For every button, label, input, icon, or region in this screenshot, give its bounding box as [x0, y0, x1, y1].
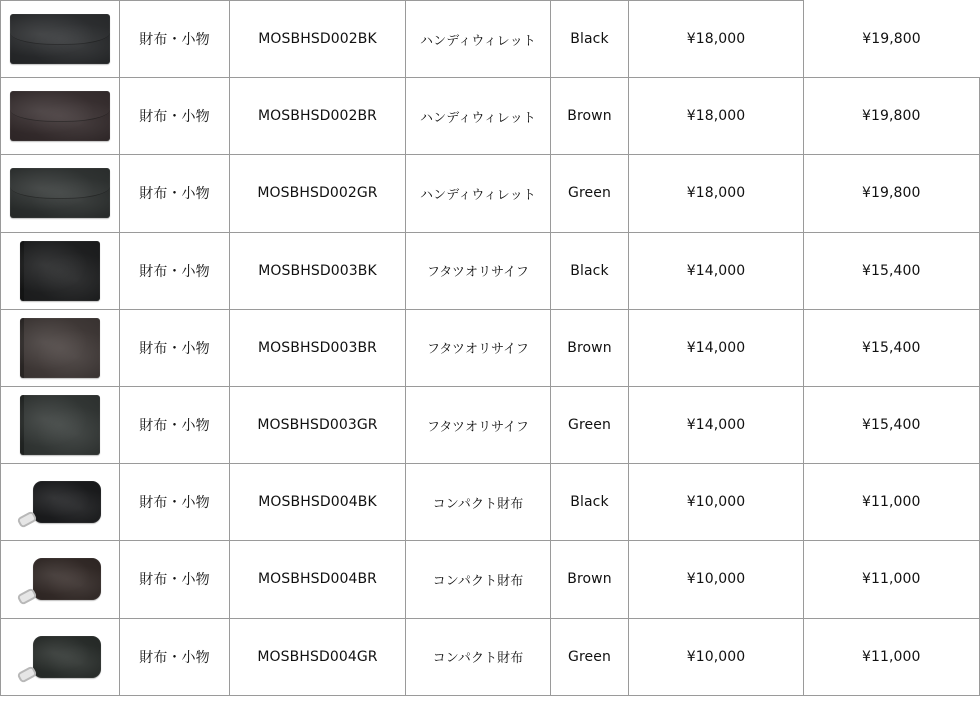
product-name-cell: コンパクト財布 [406, 618, 551, 695]
price-with-tax-cell: ¥19,800 [804, 155, 980, 232]
bifold-wallet-image [20, 318, 100, 378]
price-with-tax-cell: ¥15,400 [804, 309, 980, 386]
product-code-cell: MOSBHSD002BR [230, 78, 406, 155]
color-cell: Black [551, 232, 629, 309]
table-row [1, 464, 980, 541]
product-image-cell [1, 309, 120, 386]
product-name-cell: コンパクト財布 [406, 464, 551, 541]
price-cell: ¥18,000 [629, 78, 804, 155]
color-cell: Green [551, 386, 629, 463]
price-cell: ¥14,000 [629, 232, 804, 309]
product-image-cell [1, 541, 120, 618]
color-cell: Brown [551, 541, 629, 618]
product-code-cell: MOSBHSD004GR [230, 618, 406, 695]
table-row [1, 309, 980, 386]
price-cell: ¥18,000 [629, 155, 804, 232]
price-with-tax-cell: ¥19,800 [804, 78, 980, 155]
compact-wallet-image [33, 558, 101, 600]
product-name-cell: ハンディウィレット [406, 1, 551, 78]
product-name-cell: フタツオリサイフ [406, 232, 551, 309]
table-row [1, 155, 980, 232]
price-with-tax-cell: ¥15,400 [804, 386, 980, 463]
product-image-frame [1, 233, 119, 309]
product-image-frame [1, 464, 119, 540]
category-cell: 財布・小物 [120, 464, 230, 541]
zipper-pull-icon [16, 588, 37, 606]
table-row [1, 618, 980, 695]
product-code-cell: MOSBHSD003GR [230, 386, 406, 463]
product-image-cell [1, 464, 120, 541]
price-with-tax-cell: ¥11,000 [804, 464, 980, 541]
product-image-cell [1, 1, 120, 78]
price-cell: ¥10,000 [629, 541, 804, 618]
product-name-cell: ハンディウィレット [406, 155, 551, 232]
price-with-tax-cell: ¥15,400 [804, 232, 980, 309]
bifold-wallet-image [20, 395, 100, 455]
product-code-cell: MOSBHSD004BK [230, 464, 406, 541]
compact-wallet-image [33, 481, 101, 523]
category-cell: 財布・小物 [120, 618, 230, 695]
category-cell: 財布・小物 [120, 1, 230, 78]
product-image-cell [1, 618, 120, 695]
product-table-body [1, 1, 980, 696]
product-code-cell: MOSBHSD003BR [230, 309, 406, 386]
price-with-tax-cell: ¥11,000 [804, 618, 980, 695]
product-code-cell: MOSBHSD003BK [230, 232, 406, 309]
category-cell: 財布・小物 [120, 386, 230, 463]
product-image-frame [1, 541, 119, 617]
product-name-cell: コンパクト財布 [406, 541, 551, 618]
product-image-frame [1, 78, 119, 154]
category-cell: 財布・小物 [120, 155, 230, 232]
product-name-cell: フタツオリサイフ [406, 386, 551, 463]
product-name-cell: フタツオリサイフ [406, 309, 551, 386]
color-cell: Green [551, 155, 629, 232]
product-image-cell [1, 232, 120, 309]
color-cell: Brown [551, 309, 629, 386]
product-code-cell: MOSBHSD004BR [230, 541, 406, 618]
price-with-tax-cell: ¥19,800 [804, 1, 980, 78]
long-wallet-image [10, 168, 110, 218]
table-row [1, 232, 980, 309]
product-image-frame [1, 1, 119, 77]
price-with-tax-cell: ¥11,000 [804, 541, 980, 618]
product-name-cell: ハンディウィレット [406, 78, 551, 155]
product-code-cell: MOSBHSD002BK [230, 1, 406, 78]
table-row [1, 386, 980, 463]
category-cell: 財布・小物 [120, 309, 230, 386]
product-code-cell: MOSBHSD002GR [230, 155, 406, 232]
color-cell: Black [551, 464, 629, 541]
price-cell: ¥10,000 [629, 464, 804, 541]
category-cell: 財布・小物 [120, 232, 230, 309]
price-cell: ¥18,000 [629, 1, 804, 78]
table-row [1, 78, 980, 155]
product-image-frame [1, 155, 119, 231]
color-cell: Black [551, 1, 629, 78]
long-wallet-image [10, 14, 110, 64]
color-cell: Brown [551, 78, 629, 155]
product-image-frame [1, 387, 119, 463]
table-row [1, 541, 980, 618]
product-image-cell [1, 78, 120, 155]
product-image-cell [1, 155, 120, 232]
compact-wallet-image [33, 636, 101, 678]
product-image-cell [1, 386, 120, 463]
long-wallet-image [10, 91, 110, 141]
product-image-frame [1, 310, 119, 386]
category-cell: 財布・小物 [120, 541, 230, 618]
price-cell: ¥14,000 [629, 386, 804, 463]
table-row [1, 1, 980, 78]
category-cell: 財布・小物 [120, 78, 230, 155]
price-cell: ¥14,000 [629, 309, 804, 386]
zipper-pull-icon [16, 511, 37, 529]
color-cell: Green [551, 618, 629, 695]
bifold-wallet-image [20, 241, 100, 301]
product-image-frame [1, 619, 119, 695]
price-cell: ¥10,000 [629, 618, 804, 695]
